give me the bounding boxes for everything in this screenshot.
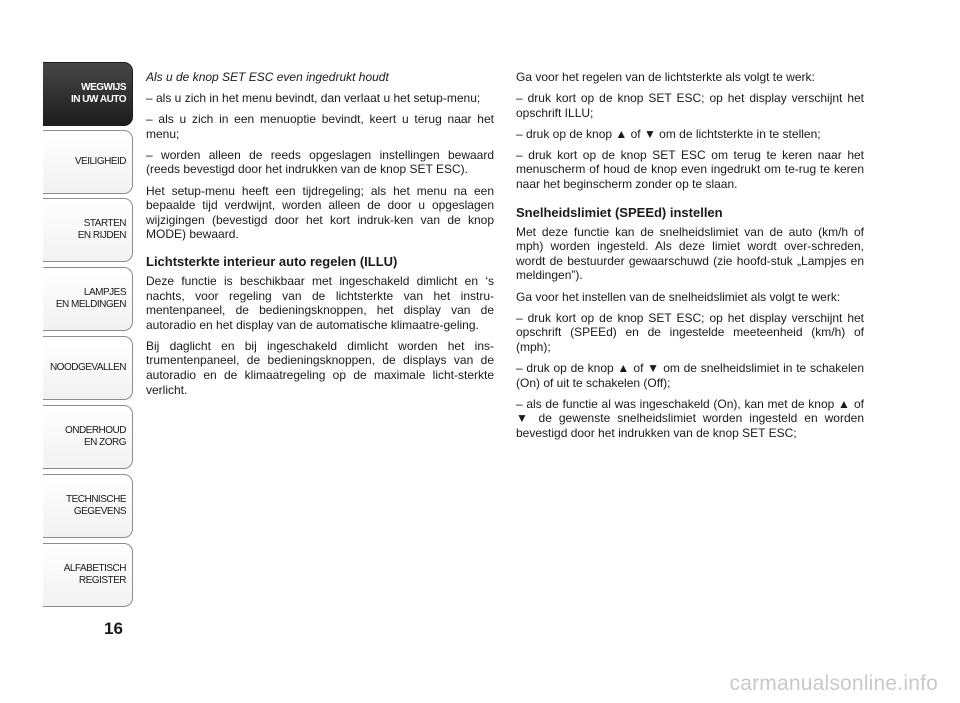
tab-wegwijs-in-uw-auto[interactable]: WEGWIJS IN UW AUTO bbox=[43, 62, 133, 126]
section-heading-speed: Snelheidslimiet (SPEEd) instellen bbox=[516, 204, 723, 220]
tab-alfabetisch-register[interactable]: ALFABETISCH REGISTER bbox=[43, 543, 133, 607]
paragraph: Ga voor het instellen van de snelheidslimiet als volgt te werk: bbox=[516, 289, 841, 304]
tab-technische-gegevens[interactable]: TECHNISCHE GEGEVENS bbox=[43, 474, 133, 538]
tab-onderhoud-en-zorg[interactable]: ONDERHOUD EN ZORG bbox=[43, 405, 133, 469]
tab-starten-en-rijden[interactable]: STARTEN EN RIJDEN bbox=[43, 198, 133, 262]
paragraph: – worden alleen de reeds opgeslagen instellingen bewaard (reeds bevestigd door het indrukken van de knop SET ESC). bbox=[146, 147, 494, 177]
paragraph: – druk op de knop ▲ of ▼ om de lichtsterkte in te stellen; bbox=[516, 126, 821, 141]
tab-noodgevallen[interactable]: NOODGEVALLEN bbox=[43, 336, 133, 400]
paragraph: – druk kort op de knop SET ESC; op het display verschijnt het opschrift ILLU; bbox=[516, 91, 864, 120]
paragraph: Het setup-menu heeft een tijdregeling; als het menu na een bepaalde tijd verdwijnt, worden alleen de door u opgeslagen wijzigingen (bevestigd door het kort indruk-ken van de knop MODE) bewaard. bbox=[146, 183, 494, 242]
section-heading-illu: Lichtsterkte interieur auto regelen (ILLU) bbox=[146, 253, 398, 269]
tab-lampjes-en-meldingen[interactable]: LAMPJES EN MELDINGEN bbox=[43, 267, 133, 331]
paragraph: – als u zich in een menuoptie bevindt, keert u terug naar het menu; bbox=[146, 112, 494, 141]
paragraph: – druk kort op de knop SET ESC om terug te keren naar het menuscherm of houd de knop even ingedrukt om te-rug te keren naar het beginscherm zonder op te slaan. bbox=[516, 147, 864, 192]
paragraph: Deze functie is beschikbaar met ingeschakeld dimlicht en ‘s nachts, voor regeling van de lichtsterkte van het instru-mentenpaneel, de bedieningsknoppen, het display van de autoradio en het display van de automatische klimaatre-geling. bbox=[146, 273, 494, 332]
paragraph: Bij daglicht en bij ingeschakeld dimlicht worden het ins-trumentenpaneel, de bedieningsknoppen, de displays van de autoradio en de klimaatregeling op de maximale licht-sterkte verlicht. bbox=[146, 338, 494, 397]
paragraph: – druk kort op de knop SET ESC; op het display verschijnt het opschrift (SPEEd) en de ingestelde meeteenheid (km/h) of (mph); bbox=[516, 310, 864, 354]
tab-veiligheid[interactable]: VEILIGHEID bbox=[43, 130, 133, 194]
watermark: carmanualsonline.info bbox=[729, 672, 938, 695]
paragraph: – als de functie al was ingeschakeld (On), kan met de knop ▲ of ▼ de gewenste snelheidslimiet worden ingesteld en worden bevestigd door het indrukken van de knop SET ESC; bbox=[516, 396, 864, 440]
page-number: 16 bbox=[104, 619, 123, 638]
intro-text: Als u de knop SET ESC even ingedrukt houdt bbox=[146, 70, 389, 84]
paragraph: – druk op de knop ▲ of ▼ om de snelheidslimiet in te schakelen (On) of uit te schakelen (Off); bbox=[516, 360, 864, 390]
paragraph: Met deze functie kan de snelheidslimiet van de auto (km/h of mph) worden ingesteld. Als deze limiet wordt over-schreden, wordt de bestuurder gewaarschuwd (zie hoofd-stuk „Lampjes en meldingen”). bbox=[516, 224, 864, 283]
left-column bbox=[146, 70, 494, 404]
paragraph: – als u zich in het menu bevindt, dan verlaat u het setup-menu; bbox=[146, 91, 481, 106]
paragraph: Ga voor het regelen van de lichtsterkte als volgt te werk: bbox=[516, 70, 815, 84]
right-column bbox=[516, 70, 864, 447]
